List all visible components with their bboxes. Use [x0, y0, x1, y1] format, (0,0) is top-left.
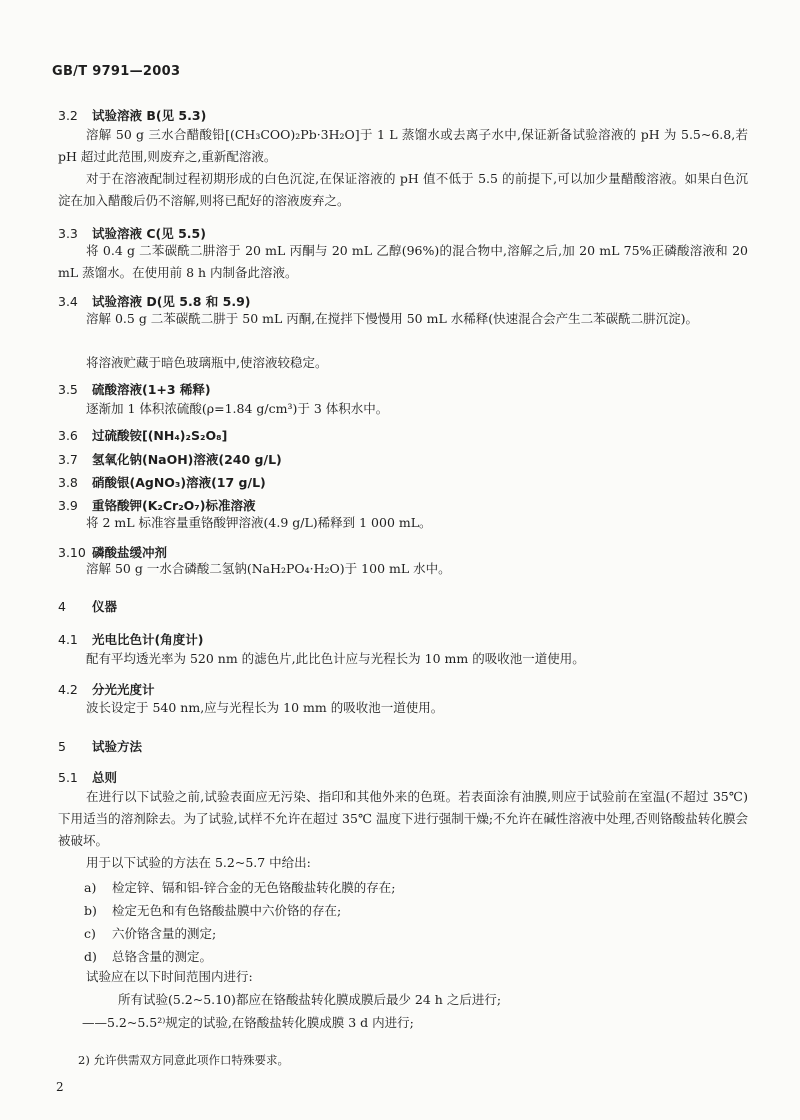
section-number: 3.7 — [58, 452, 78, 467]
section-number: 3.10 — [58, 545, 86, 560]
section-3-2-para-2: 对于在溶液配制过程初期形成的白色沉淀,在保证溶液的 pH 值不低于 5.5 的前提下,可以加少量醋酸溶液。如果白色沉淀在加入醋酸后仍不溶解,则将已配好的溶液废弃之。 — [58, 171, 748, 208]
list-label: b) — [84, 903, 97, 918]
page-number: 2 — [56, 1080, 64, 1094]
section-title: 光电比色计(角度计) — [91, 632, 204, 647]
section-title: 仪器 — [91, 599, 117, 614]
section-title: 试验溶液 B(见 5.3) — [91, 108, 207, 123]
section-3-3-para-1: 将 0.4 g 二苯碳酰二肼溶于 20 mL 丙酮与 20 mL 乙醇(96%)的混合物中,溶解之后,加 20 mL 75%正磷酸溶液和 20 mL 蒸馏水。在使用前 8 h 内制备此溶液。 — [58, 243, 748, 280]
section-4-1-para-1: 配有平均透光率为 520 nm 的滤色片,此比色计应与光程长为 10 mm 的吸收池一道使用。 — [86, 651, 585, 666]
list-label: d) — [84, 949, 97, 964]
footnote: 2) 允许供需双方同意此项作口特殊要求。 — [78, 1053, 289, 1067]
section-number: 3.4 — [58, 294, 78, 309]
section-number: 4 — [58, 599, 66, 614]
list-item — [84, 947, 212, 965]
section-number: 3.3 — [58, 226, 78, 241]
section-title: 过硫酸铵[(NH₄)₂S₂O₈] — [91, 428, 228, 443]
section-number: 4.2 — [58, 682, 78, 697]
section-5-heading — [58, 737, 142, 755]
section-title: 氢氧化钠(NaOH)溶液(240 g/L) — [91, 452, 282, 467]
section-title: 试验方法 — [91, 739, 142, 754]
section-title: 试验溶液 C(见 5.5) — [91, 226, 206, 241]
list-text: 总铬含量的测定。 — [112, 949, 213, 964]
section-5-1-heading — [58, 768, 117, 786]
section-3-4-para-1: 溶解 0.5 g 二苯碳酰二肼于 50 mL 丙酮,在搅拌下慢慢用 50 mL 水稀释(快速混合会产生二苯碳酰二肼沉淀)。 — [86, 311, 698, 326]
section-4-2-heading — [58, 680, 155, 698]
section-number: 5 — [58, 739, 66, 754]
list-item — [84, 901, 341, 919]
section-title: 硝酸银(AgNO₃)溶液(17 g/L) — [91, 475, 266, 490]
section-number: 3.5 — [58, 382, 78, 397]
section-number: 4.1 — [58, 632, 78, 647]
section-3-10-para-1: 溶解 50 g 一水合磷酸二氢钠(NaH₂PO₄·H₂O)于 100 mL 水中。 — [86, 561, 451, 576]
section-4-2-para-1: 波长设定于 540 nm,应与光程长为 10 mm 的吸收池一道使用。 — [86, 700, 444, 715]
section-number: 3.9 — [58, 498, 78, 513]
section-number: 3.6 — [58, 428, 78, 443]
list-label: a) — [84, 880, 97, 895]
section-5-1-para-5: ——5.2~5.5²⁾规定的试验,在铬酸盐转化膜成膜 3 d 内进行; — [82, 1015, 414, 1030]
section-title: 分光光度计 — [91, 682, 155, 697]
section-title: 重铬酸钾(K₂Cr₂O₇)标准溶液 — [91, 498, 256, 513]
list-text: 检定无色和有色铬酸盐膜中六价铬的存在; — [112, 903, 342, 918]
section-title: 试验溶液 D(见 5.8 和 5.9) — [91, 294, 251, 309]
section-number: 5.1 — [58, 770, 78, 785]
section-5-1-para-2: 用于以下试验的方法在 5.2~5.7 中给出: — [86, 855, 311, 870]
section-title: 总则 — [91, 770, 117, 785]
section-3-7-heading — [58, 450, 282, 468]
section-title: 磷酸盐缓冲剂 — [91, 545, 167, 560]
section-5-1-para-1: 在进行以下试验之前,试验表面应无污染、指印和其他外来的色斑。若表面涂有油膜,则应于试验前在室温(不超过 35℃)下用适当的溶剂除去。为了试验,试样不允许在超过 35℃ 温度下进行强制干燥;不允许在碱性溶液中处理,否则铬酸盐转化膜会被破坏。 — [58, 789, 748, 848]
section-3-5-heading — [58, 380, 211, 398]
section-3-4-para-2: 将溶液贮藏于暗色玻璃瓶中,使溶液较稳定。 — [86, 355, 328, 370]
section-number: 3.2 — [58, 108, 78, 123]
section-4-heading — [58, 597, 117, 615]
section-5-1-para-4: 所有试验(5.2~5.10)都应在铬酸盐转化膜成膜后最少 24 h 之后进行; — [118, 992, 502, 1007]
section-3-6-heading — [58, 426, 227, 444]
section-number: 3.8 — [58, 475, 78, 490]
section-3-2-para-1: 溶解 50 g 三水合醋酸铅[(CH₃COO)₂Pb·3H₂O]于 1 L 蒸馏水或去离子水中,保证新备试验溶液的 pH 为 5.5~6.8,若 pH 超过此范围,则废弃之,重新配溶液。 — [58, 127, 748, 164]
list-label: c) — [84, 926, 96, 941]
section-3-8-heading — [58, 473, 266, 491]
section-title: 硫酸溶液(1+3 稀释) — [91, 382, 211, 397]
section-4-1-heading — [58, 630, 203, 648]
standard-code: GB/T 9791—2003 — [52, 64, 181, 79]
list-text: 六价铬含量的测定; — [112, 926, 217, 941]
list-item — [84, 878, 395, 896]
section-5-1-para-3: 试验应在以下时间范围内进行: — [86, 969, 253, 984]
list-text: 检定锌、镉和铝-锌合金的无色铬酸盐转化膜的存在; — [112, 880, 396, 895]
section-3-2-heading — [58, 106, 206, 124]
list-item — [84, 924, 216, 942]
section-3-5-para-1: 逐渐加 1 体积浓硫酸(ρ=1.84 g/cm³)于 3 体积水中。 — [86, 401, 389, 416]
section-3-9-para-1: 将 2 mL 标准容量重铬酸钾溶液(4.9 g/L)稀释到 1 000 mL。 — [86, 515, 432, 530]
